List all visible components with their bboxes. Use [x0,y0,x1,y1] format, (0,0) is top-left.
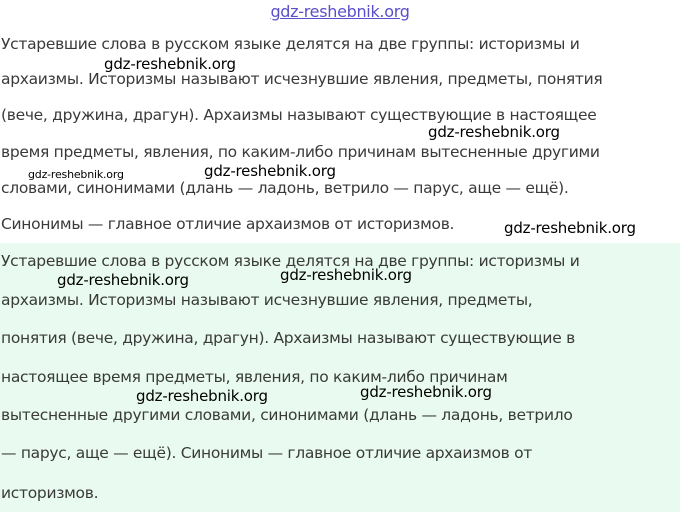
answer-line: настоящее время предметы, явления, по каким-либо причинам [1,368,508,386]
watermark-text: gdz-reshebnik.org [280,266,412,284]
answer-line: вытесненные другими словами, синонимами (длань — ладонь, ветрило [1,406,573,424]
watermark-text: gdz-reshebnik.org [57,271,189,289]
watermark-text: gdz-reshebnik.org [428,123,560,141]
watermark-text: gdz-reshebnik.org [28,168,124,181]
watermark-text: gdz-reshebnik.org [360,383,492,401]
answer-line: Устаревшие слова в русском языке делятся на две группы: историзмы и [1,252,580,270]
watermark-text: gdz-reshebnik.org [104,55,236,73]
answer-line: историзмов. [1,484,99,502]
watermark-text: gdz-reshebnik.org [504,219,636,237]
site-watermark-link[interactable]: gdz-reshebnik.org [270,2,410,21]
watermark-text: gdz-reshebnik.org [204,162,336,180]
question-line: архаизмы. Историзмы называют исчезнувшие явления, предметы, понятия [1,70,603,88]
question-line: (вече, дружина, драгун). Архаизмы называют существующие в настоящее [1,106,597,124]
answer-line: понятия (вече, дружина, драгун). Архаизмы называют существующие в [1,329,575,347]
question-line: время предметы, явления, по каким-либо причинам вытесненные другими [1,143,600,161]
answer-line: — парус, аще — ещё). Синонимы — главное отличие архаизмов от [1,444,533,462]
answer-line: архаизмы. Историзмы называют исчезнувшие явления, предметы, [1,291,533,309]
watermark-text: gdz-reshebnik.org [136,387,268,405]
question-line: Устаревшие слова в русском языке делятся на две группы: историзмы и [1,35,580,53]
question-line: словами, синонимами (длань — ладонь, ветрило — парус, аще — ещё). [1,179,569,197]
question-line: Синонимы — главное отличие архаизмов от историзмов. [1,215,455,233]
